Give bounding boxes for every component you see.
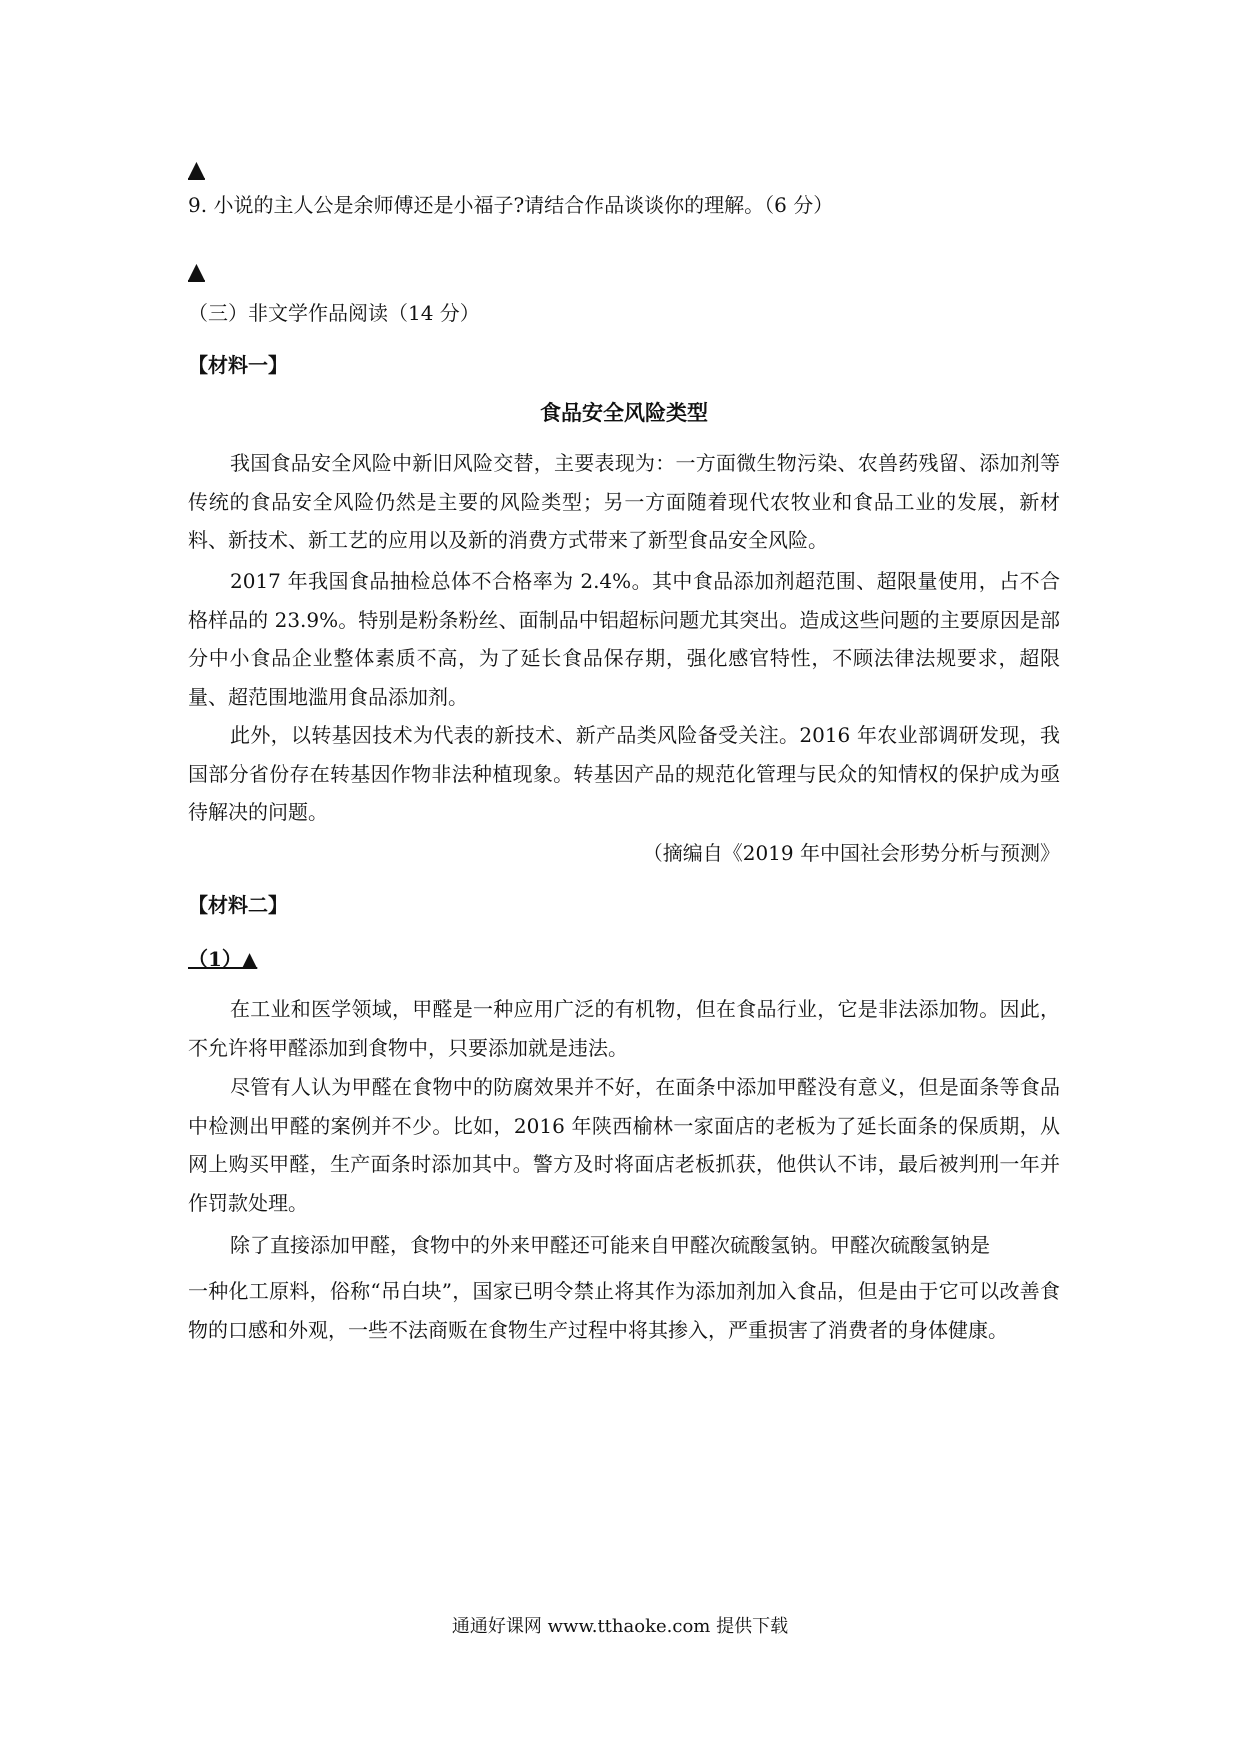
material-2-heading: 【材料二】 <box>188 893 288 917</box>
material-1-paragraph-1: 我国食品安全风险中新旧风险交替，主要表现为：一方面微生物污染、农兽药残留、添加剂等传统的食品安全风险仍然是主要的风险类型；另一方面随着现代农牧业和食品工业的发展，新材料、新技术、新工艺的应用以及新的消费方式带来了新型食品安全风险。 <box>188 451 1060 552</box>
answer-placeholder-marker: ▲ <box>188 258 205 284</box>
material-1-title: 食品安全风险类型 <box>540 400 708 425</box>
material-1-source: （摘编自《2019 年中国社会形势分析与预测》 <box>642 841 1060 865</box>
material-1-heading: 【材料一】 <box>188 353 288 377</box>
material-2-paragraph-1: 在工业和医学领域，甲醛是一种应用广泛的有机物，但在食品行业，它是非法添加物。因此，不允许将甲醛添加到食物中，只要添加就是违法。 <box>188 997 1060 1060</box>
material-2-subheading: （1）▲ <box>188 947 258 971</box>
answer-placeholder-marker: ▲ <box>188 156 205 182</box>
material-1-paragraph-3: 此外，以转基因技术为代表的新技术、新产品类风险备受关注。2016 年农业部调研发现，我国部分省份存在转基因作物非法种植现象。转基因产品的规范化管理与民众的知情权的保护成为亟待解决的问题。 <box>188 723 1060 824</box>
question-9: 9. 小说的主人公是余师傅还是小福子?请结合作品谈谈你的理解。（6 分） <box>188 193 834 217</box>
section-heading: （三）非文学作品阅读（14 分） <box>188 301 480 325</box>
material-1-paragraph-2: 2017 年我国食品抽检总体不合格率为 2.4%。其中食品添加剂超范围、超限量使用，占不合格样品的 23.9%。特别是粉条粉丝、面制品中铝超标问题尤其突出。造成这些问题的主要原因是部分中小食品企业整体素质不高，为了延长食品保存期，强化感官特性，不顾法律法规要求，超限量、超范围地滥用食品添加剂。 <box>188 569 1060 709</box>
footer-watermark-text: 通通好课网 www.tthaoke.com 提供下载 <box>451 1616 789 1637</box>
material-2-paragraph-3-continued: 一种化工原料，俗称“吊白块”，国家已明令禁止将其作为添加剂加入食品，但是由于它可以改善食物的口感和外观，一些不法商贩在食物生产过程中将其掺入，严重损害了消费者的身体健康。 <box>188 1279 1060 1342</box>
material-2-paragraph-2: 尽管有人认为甲醛在食物中的防腐效果并不好，在面条中添加甲醛没有意义，但是面条等食品中检测出甲醛的案例并不少。比如，2016 年陕西榆林一家面店的老板为了延长面条的保质期，从网上购买甲醛，生产面条时添加其中。警方及时将面店老板抓获，他供认不讳，最后被判刑一年并作罚款处理。 <box>188 1075 1060 1215</box>
material-2-paragraph-3-line-1: 除了直接添加甲醛，食物中的外来甲醛还可能来自甲醛次硫酸氢钠。甲醛次硫酸氢钠是 <box>230 1233 990 1257</box>
